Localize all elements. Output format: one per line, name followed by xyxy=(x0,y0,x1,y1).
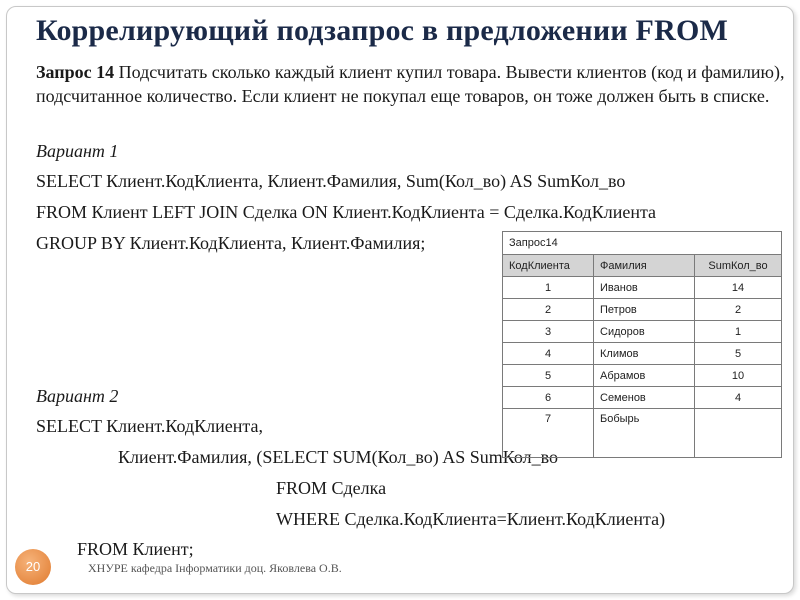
variant1-line-3: GROUP BY Клиент.КодКлиента, Клиент.Фамилия; xyxy=(36,233,426,253)
table-cell: 14 xyxy=(695,277,782,299)
table-row xyxy=(503,299,782,321)
variant2-line-5: FROM Клиент; xyxy=(77,539,194,559)
variant2-line-1: SELECT Клиент.КодКлиента, xyxy=(36,416,263,436)
table-cell: 10 xyxy=(695,365,782,387)
slide-title: Коррелирующий подзапрос в предложении FROM xyxy=(36,14,728,47)
column-header: SumКол_во xyxy=(695,255,782,277)
table-row xyxy=(503,365,782,387)
column-header: Фамилия xyxy=(594,255,695,277)
table-row xyxy=(503,321,782,343)
table-header-row xyxy=(503,255,782,277)
task-description xyxy=(36,60,786,108)
table-cell: 2 xyxy=(695,299,782,321)
table-cell: 5 xyxy=(695,343,782,365)
table-cell: Семенов xyxy=(594,387,695,409)
query-result-table xyxy=(502,231,782,458)
table-cell: 3 xyxy=(503,321,594,343)
variant2-label: Вариант 2 xyxy=(36,386,119,406)
slide-footer: ХНУРЕ кафедра Інформатики доц. Яковлева О.В. xyxy=(88,561,342,575)
table-cell: 4 xyxy=(503,343,594,365)
table-cell xyxy=(695,409,782,458)
variant2-line-2: Клиент.Фамилия, (SELECT SUM(Кол_во) AS SumКол_во xyxy=(118,447,559,467)
table-caption-row xyxy=(503,232,782,255)
table-cell: 2 xyxy=(503,299,594,321)
table-cell: Петров xyxy=(594,299,695,321)
variant1-label: Вариант 1 xyxy=(36,141,119,161)
table-cell: 6 xyxy=(503,387,594,409)
task-text: Подсчитать сколько каждый клиент купил товара. Вывести клиентов (код и фамилию), подсчитанное количество. Если клиент не покупал еще товаров, он тоже должен быть в списке. xyxy=(36,62,785,106)
table-cell: Абрамов xyxy=(594,365,695,387)
table-cell: 5 xyxy=(503,365,594,387)
task-label: Запрос 14 xyxy=(36,62,115,82)
table-cell: Климов xyxy=(594,343,695,365)
variant1-line-2: FROM Клиент LEFT JOIN Сделка ON Клиент.КодКлиента = Сделка.КодКлиента xyxy=(36,202,657,222)
table-row xyxy=(503,409,782,458)
table-row xyxy=(503,387,782,409)
variant2-line-4: WHERE Сделка.КодКлиента=Клиент.КодКлиента) xyxy=(276,509,666,529)
table-cell: Иванов xyxy=(594,277,695,299)
table-row xyxy=(503,343,782,365)
table-row xyxy=(503,277,782,299)
table-cell: Бобырь xyxy=(594,409,695,458)
table-cell: 7 xyxy=(503,409,594,458)
slide-number-badge: 20 xyxy=(15,549,51,585)
variant2-line-3: FROM Сделка xyxy=(276,478,387,498)
table-cell: 1 xyxy=(503,277,594,299)
variant1-line-1: SELECT Клиент.КодКлиента, Клиент.Фамилия, Sum(Кол_во) AS SumКол_во xyxy=(36,171,626,191)
table-cell: 4 xyxy=(695,387,782,409)
column-header: КодКлиента xyxy=(503,255,594,277)
table-cell: 1 xyxy=(695,321,782,343)
table-caption: Запрос14 xyxy=(503,232,782,255)
table-cell: Сидоров xyxy=(594,321,695,343)
